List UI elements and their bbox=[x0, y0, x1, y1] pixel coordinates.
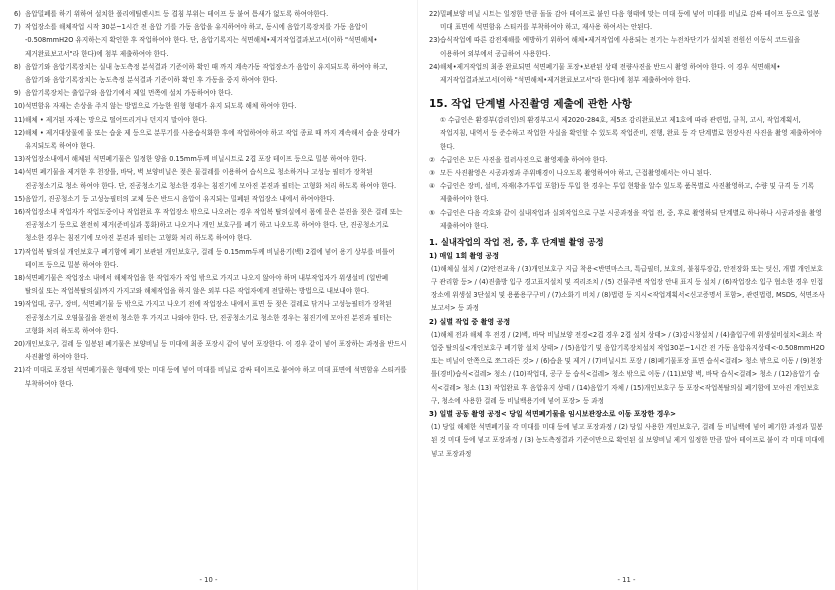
list-item-number: ⑤ bbox=[429, 208, 435, 217]
page-number-right: - 11 - bbox=[617, 576, 636, 584]
list-item-text: 석면함유 자재는 손상을 주지 않는 방법으로 가능한 원형 형태가 유지 되도록 해체 하여야 한다. bbox=[25, 102, 297, 111]
step3-text: (1) 당일 해체한 석면폐기물 각 미대를 미대 등에 넣고 포장과정 / (2) 당일 사용한 개인보호구, 걸레 등 비닐백에 넣어 폐기한 과정과 밀봉된 것 미대 등에 넣고 포장과정 / (3) 농도측정결과 기준이만으로 확인된 실 보양비닐 제거 일정한 만큼 말아 테이프로 붙이 각 미대 미대에 넣고 포장과정 bbox=[431, 423, 825, 458]
circled-list bbox=[429, 154, 825, 233]
list-item bbox=[14, 114, 407, 127]
list-item bbox=[14, 272, 407, 298]
list-item-number: 17) bbox=[14, 247, 25, 256]
list-item bbox=[14, 127, 407, 153]
list-item-text: 작업장소를 해체작업 시작 30분~1시간 전 음압 기를 가동 음압을 유지하여야 하고, 동시에 음압기록장치를 가동 음압이 -0.508mmH2O 유지하는지 확인한 후 작업하여야 한다. 단, 음압기록지는 석면해체•제거작업결과보고서(이하 "석면해체•제거완료보고서"라 한다)에 첨부 제출하여야 한다. bbox=[25, 23, 378, 58]
step3-title: 3) 일별 공동 촬영 공정< 당일 석면폐기물을 임시보관장소로 이동 포장한 경우> bbox=[429, 410, 677, 419]
list-item bbox=[14, 61, 407, 87]
list-item-number: 9) bbox=[14, 89, 21, 98]
list-item-number: ④ bbox=[429, 182, 435, 191]
list-item bbox=[14, 338, 407, 364]
list-item bbox=[429, 34, 825, 60]
step2-text: (1)해체 전과 해체 후 전경 / (2)벽, 바닥 비닐보양 전경<2겹 경우 2겹 설치 상태> / (3)감시창설치 / (4)출입구에 위생설비설치<최소 작업중 탈의실<개인보호구 폐기함 설치 상태> / (5)음압기 및 음압기록장치설치 작업30분~1시간 전 가동 음압유지상태<-0.508mmH2O 또는 비닐이 안쪽으로 쪼그라든 것> / (6)습윤 및 제거 / (7)비닐시트 포장 / (8)폐기물포장 표면 습식<걸레> 청소 밖으로 이동 / (9)천장틀(경비)습식<걸레> 청소 / (10)작업대, 공구 등 습식<걸레> 청소 밖으로 이동 / (11)보양 벽, 바닥 습식<걸레> 청소 / (12)음압기 습식<걸레> 청소 (13) 작업완료 후 음압유지 상태 / (14)음압기 자체 / (15)개인보호구 등 포장<작업복탈의실 폐기함에 모아진 개인보호구, 청소에 사용한 걸레 등 비닐백용기에 넣어 포장> 등 과정 bbox=[431, 330, 825, 405]
list-item-number: 15) bbox=[14, 194, 25, 203]
list-item bbox=[14, 246, 407, 272]
list-item-number: 20) bbox=[14, 340, 25, 349]
list-item-text: 음압기록장치는 출입구와 음압기에서 제일 먼쪽에 설치 가동하여야 한다. bbox=[25, 89, 233, 98]
list-item-text: 해체 • 제거대상물에 물 또는 습윤 제 등으로 분무기를 사용습식화한 후에 작업하여야 하고 작업 종료 때 까지 계속해서 습윤 상태가 유지되도록 하여야 한다. bbox=[25, 128, 400, 151]
list-item-number: ③ bbox=[429, 169, 435, 178]
list-item bbox=[14, 298, 407, 338]
list-item-number: ② bbox=[429, 155, 435, 164]
list-item-text: 음압밀폐를 하기 위하여 설치한 폴리에틸렌시트 등 겹침 부위는 테이프 등 붙여 틈새가 없도록 하여야한다. bbox=[25, 10, 329, 18]
right-page-content bbox=[429, 8, 825, 461]
list-item-text: 작업대, 공구, 장비, 석면폐기물 등 밖으로 가지고 나오기 전에 작업장소 내에서 표면 등 젖은 걸레로 닦거나 고성능필터가 장착된 진공청소기로 오염물질을 완전히 청소한 후 가지고 나와야 한다. 단, 진공청소기로 청소한 경우는 침진기에 모아진 분진과 필터는 고형화 처리 하도록 하여야 한다. bbox=[25, 300, 392, 335]
list-item-number: 8) bbox=[14, 62, 21, 71]
list-item-number: 11) bbox=[14, 115, 25, 124]
list-item-text: 석면 폐기물을 제거한 후 천장틀, 바닥, 벽 보양비닐은 젖은 물걸레를 이용하여 습식으로 청소하거나 고성능 필터가 장착된 진공청소기로 청소 하여야 한다. 단, 진공청소기로 청소한 경우는 침진기에 모아진 분진과 필터는 고형화 처리 하도록 하여야 한다. bbox=[25, 168, 397, 190]
list-item bbox=[14, 193, 407, 206]
list-item bbox=[14, 21, 407, 61]
list-item bbox=[429, 8, 825, 34]
list-item-text: 작업복 탈의실 개인보호구 폐기함에 폐기 보관된 개인보호구, 걸레 등 0.15mm두께 비닐용기(백) 2겹에 넣어 용기 상부를 비틀어 테이프 등으로 밀봉 하여야 한다. bbox=[25, 247, 395, 269]
list-item-number: 14) bbox=[14, 168, 25, 177]
list-item-text: 밀폐보양 비닐 시트는 일정한 만큼 돌돌 감아 테이프로 붙인 다음 형태에 맞는 미대 등에 넣어 미대를 비닐로 감싸 테이프 등으로 일봉 미대 표면에 석면함유 스티커를 부착하여야 하고, 재사용 하여서는 안된다. bbox=[440, 10, 820, 32]
right-numbered-list bbox=[429, 8, 825, 87]
list-item-text: 모든 사진촬영은 시공과정과 주위배경이 나오도록 촬영하여야 하고, 근접촬영해서는 아니 된다. bbox=[440, 169, 712, 178]
list-item-number: 12) bbox=[14, 128, 25, 137]
list-item-number: 10) bbox=[14, 102, 25, 111]
step1-title: 1) 매일 1회 촬영 공정 bbox=[429, 251, 500, 260]
left-page-content bbox=[14, 8, 407, 391]
list-item-text: 습식작업에 따른 감전재해를 예방하기 위하여 해체•제거작업에 사용되는 전기는 누전차단기가 설치된 전원선 이동식 코드릴을 이용하여 외부에서 공급하여 사용한다. bbox=[440, 36, 801, 58]
list-item-text: 음압기와 음압기록장치는 실내 농도측정 분석결과 기준이하 확인 때 까지 계속가동 작업장소가 음압이 유지되도록 하여야 하고, 음압기와 음압기록장치는 농도측정 분석결과 기준이하 확인 후 가동을 중지 하여야 한다. bbox=[25, 62, 388, 85]
list-item-number: 16) bbox=[14, 208, 25, 217]
list-item-number: 23) bbox=[429, 36, 440, 45]
sub-title: 1. 실내작업의 작업 전, 중, 후 단계별 촬영 공정 bbox=[429, 237, 604, 248]
list-item-number: 7) bbox=[14, 23, 21, 32]
list-item-text: 개인보호구, 걸레 등 일봉된 폐기물은 보양비닐 등 미대에 최종 포장시 같이 넣어 포장한다. 이 경우 같이 넣어 포장하는 과정을 반드시 사진촬영 하여야 한다. bbox=[25, 340, 407, 362]
list-item bbox=[14, 153, 407, 166]
list-item-number: 18) bbox=[14, 274, 25, 283]
list-item bbox=[429, 61, 825, 87]
list-item-text: 해체 • 제거된 자재는 망으로 떨어뜨리거나 던지지 말아야 한다. bbox=[25, 115, 207, 124]
page-number-left: - 10 - bbox=[199, 576, 218, 584]
section-title: 15. 작업 단계별 사진촬영 제출에 관한 사항 bbox=[429, 98, 632, 111]
list-item-text: 각 미대로 포장된 석면폐기물은 형태에 맞는 미대 등에 넣어 미대를 비닐로 감싸 테이프로 붙여야 하고 미대 표면에 석면함유 스티커를 부착하여야 한다. bbox=[25, 366, 407, 388]
list-item-number: 24) bbox=[429, 62, 440, 71]
list-item-text: 수급인은 장비, 설비, 자재(추가투입 포함)등 투입 한 경우는 투입 현황을 알수 있도록 품목별로 사진촬영하고, 수량 및 규격 등 기록 제출하여야 한다. bbox=[440, 182, 815, 204]
page-10 bbox=[0, 0, 417, 590]
list-item-number: 13) bbox=[14, 155, 25, 164]
list-item bbox=[429, 167, 825, 180]
list-item-text: 작업장소내에서 해체된 석면폐기물은 일정한 양을 0.15mm두께 비닐시트로 2겹 포장 테이프 등으로 밀봉 하여야 한다. bbox=[25, 155, 367, 164]
list-item bbox=[14, 206, 407, 246]
list-item-text: 음압기, 진공청소기 등 고성능필터의 교체 등은 반드시 음압이 유지되는 밀폐된 작업장소 내에서 하여야한다. bbox=[25, 194, 335, 203]
list-item-text: 수급인은 모든 사진을 컬러사진으로 촬영제출 하여야 한다. bbox=[440, 155, 608, 164]
list-item bbox=[14, 8, 407, 21]
list-item-number: 19) bbox=[14, 300, 25, 309]
list-item-text: 석면폐기물은 작업장소 내에서 해체작업을 한 작업자가 작업 밖으로 가지고 나오지 않아야 하며 내부작업자가 위생설비 (일반폐 탈의실 또는 작업복탈의실)까지 가지고와 해체작업을 하지 않은 외부 다른 작업자에게 전달하는 방법으로 내보내야 한다. bbox=[25, 274, 389, 296]
list-item-text: 해체•제거작업의 최종 완료되면 석면폐기물 포장•보관된 상태 전량사진을 반드시 촬영 하여야 한다. 이 경우 석면해체•제거작업결과보고서(이하 "석면해체•제거완료보고서"라 한다)에 첨부 제출하여야 한다. bbox=[440, 62, 781, 85]
list-item bbox=[14, 100, 407, 113]
list-item bbox=[14, 364, 407, 390]
list-item bbox=[429, 180, 825, 206]
section-intro: ① 수급인은 환경부(감리인)의 환경부고시 제2020-284호, 제5조 감리완료보고 제1호에 따라 관련법, 규칙, 고시, 작업계획서, 작업지침, 내역서 등 준수하고 작업한 사실을 확인할 수 있도록 작업준비, 진행, 완료 등 각 단계별로 현장사진 사진을 촬영 제출하여야 한다. bbox=[440, 116, 822, 151]
list-item-text: 작업장소내 작업자가 작업도중이나 작업완료 후 작업장소 밖으로 나오려는 경우 작업복 탈의실에서 몸에 묻은 분진을 젖은 걸레 또는 진공청소기 등으로 완전히 제거(준비실과 통화)하고 나오거나 개인 보호구를 폐기 하고 나오도록 하여야 한다. 단, 진공청소기로 청소한 경우는 침진기에 모아진 분진과 필터는 고형화 처리 하도록 하여야 한다. bbox=[25, 208, 403, 243]
list-item-text: 수급인은 다음 각호와 같이 실내작업과 실외작업으로 구분 시공과정을 작업 전, 중, 후로 촬영하되 단계별로 하나하나 시공과정을 촬영 제출하여야 한다. bbox=[440, 208, 822, 230]
step2-title: 2) 실별 작업 중 촬영 공정 bbox=[429, 317, 511, 326]
list-item-number: 6) bbox=[14, 10, 21, 18]
list-item bbox=[14, 87, 407, 100]
list-item bbox=[429, 207, 825, 233]
page-11 bbox=[418, 0, 835, 590]
step1-text: (1)해체실 설치 / (2)안전교육 / (3)개인보호구 지급 착용<반면마스크, 특급필터, 보호의, 불침투장갑, 안전장화 또는 덧신, 개별 개인보호구 관리함 등> / (4)진출방 입구 경고표지설치 및 격리조치 / (5) 건물주변 작업장 안내 표지 등 설치 / (6)작업장소 입구 협소한 경우 인접 장소에 위생설 3단설치 및 용품용구구비 / (7)소화기 비치 / (8)법령 등 지시<작업계획서<신고증명서 포함>, 관련법령, MSDS, 석면조사보고서> 등 과정 bbox=[431, 264, 825, 313]
list-item bbox=[429, 154, 825, 167]
list-item bbox=[14, 166, 407, 192]
list-item-number: 22) bbox=[429, 10, 440, 18]
list-item-number: 21) bbox=[14, 366, 25, 375]
